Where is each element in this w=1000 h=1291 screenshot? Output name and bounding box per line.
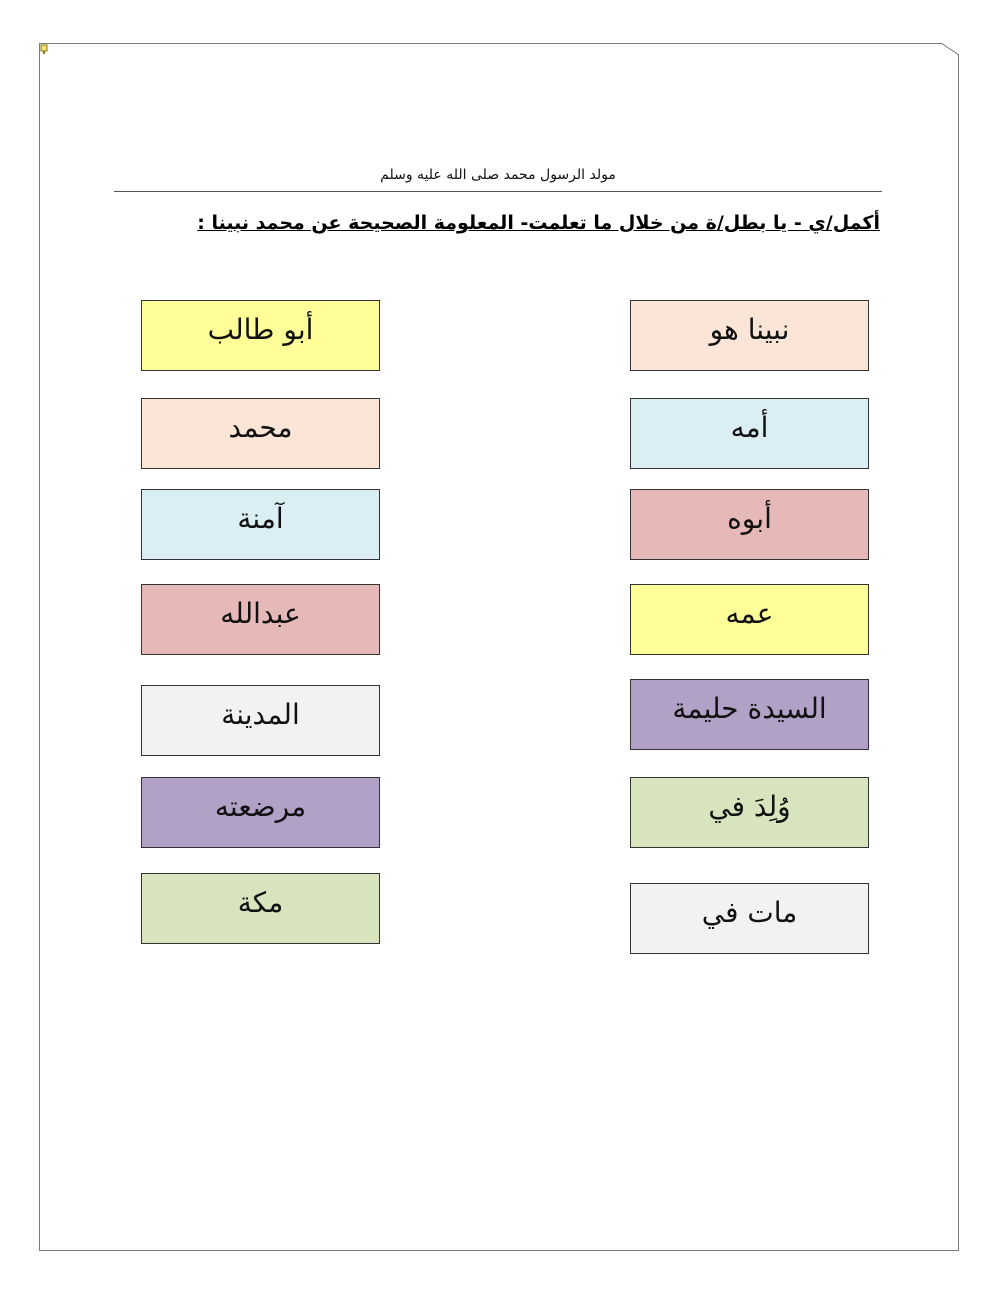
- answer-card-text: أبو طالب: [207, 313, 314, 346]
- prompt-card[interactable]: [630, 777, 869, 848]
- header-title: مولد الرسول محمد صلى الله عليه وسلم: [380, 167, 616, 183]
- prompt-card-text: عمه: [725, 597, 774, 630]
- answer-card-text: المدينة: [221, 698, 300, 731]
- page-corner-fold: [941, 43, 959, 55]
- answer-card[interactable]: [141, 777, 380, 848]
- prompt-card[interactable]: [630, 883, 869, 954]
- prompt-card[interactable]: [630, 679, 869, 750]
- answer-card[interactable]: [141, 398, 380, 469]
- answer-card-text: محمد: [228, 411, 293, 444]
- anchor-icon: [40, 39, 48, 49]
- answer-card[interactable]: [141, 873, 380, 944]
- prompt-card-text: السيدة حليمة: [672, 692, 827, 725]
- prompt-card-text: أبوه: [727, 502, 772, 535]
- prompt-card[interactable]: [630, 398, 869, 469]
- answer-card-text: آمنة: [237, 502, 284, 535]
- header-divider: [114, 191, 882, 192]
- prompt-card-text: مات في: [701, 896, 798, 929]
- prompt-card-text: نبينا هو: [709, 313, 790, 346]
- prompt-card-text: أمه: [730, 411, 769, 444]
- answer-card[interactable]: [141, 300, 380, 371]
- prompt-card[interactable]: [630, 584, 869, 655]
- prompt-card[interactable]: [630, 300, 869, 371]
- answer-card-text: مكة: [237, 886, 284, 919]
- prompt-card-text: وُلِدَ في: [708, 790, 791, 823]
- answer-card-text: عبدالله: [220, 597, 301, 630]
- instruction-text: أكمل/ي - يا بطل/ة من خلال ما تعلمت- المعلومة الصحيحة عن محمد نبينا :: [197, 212, 880, 234]
- prompt-card[interactable]: [630, 489, 869, 560]
- answer-card[interactable]: [141, 685, 380, 756]
- answer-card[interactable]: [141, 584, 380, 655]
- answer-card[interactable]: [141, 489, 380, 560]
- answer-card-text: مرضعته: [214, 790, 307, 823]
